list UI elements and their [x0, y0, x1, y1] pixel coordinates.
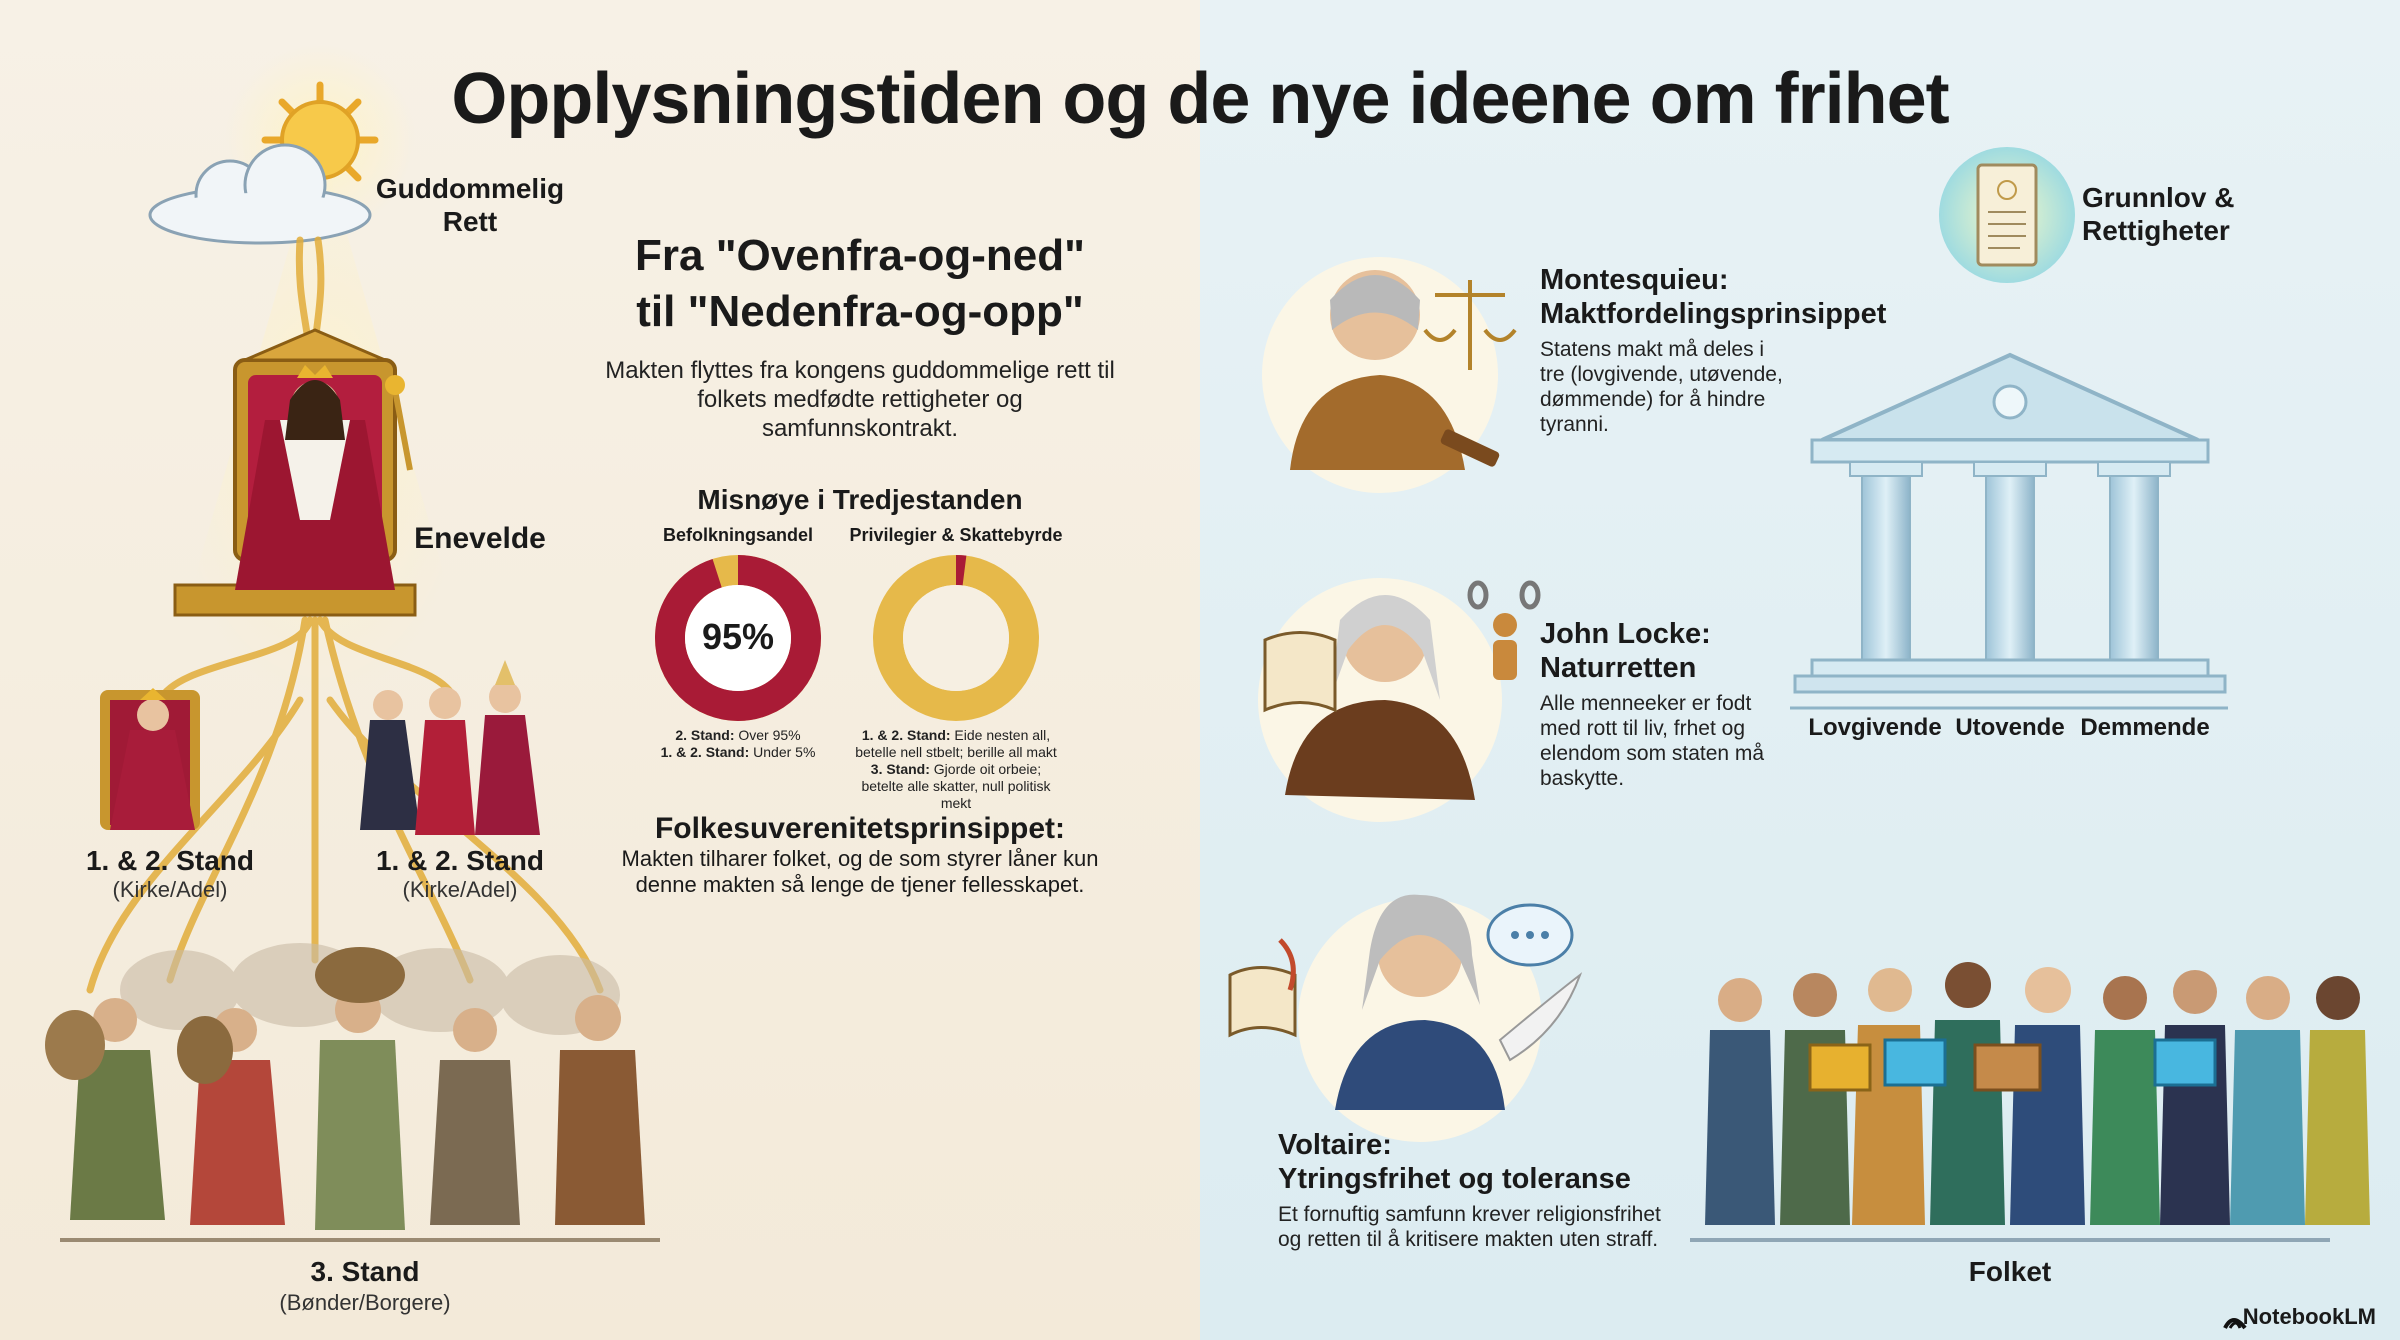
donut2-caption: 1. & 2. Stand: Eide nesten all, betelle nell stbelt; berille all makt 3. Stand: Gjorde oit orbeie; betelte alle skatter, null politisk mekt	[855, 727, 1057, 811]
constitution-document-icon	[1939, 147, 2075, 283]
speech-bubble-icon	[1488, 905, 1572, 965]
donut1-center-value: 95%	[701, 616, 775, 657]
voltaire-desc: Et fornuftig samfunn krever religionsfrihet og retten til å kritisere makten uten straff.	[1278, 1203, 1661, 1251]
sovereignty-text: Makten tilharer folket, og de som styrer låner kun denne makten så lenge de tjener fellesskapet.	[621, 846, 1099, 897]
donut1-caption: 2. Stand: Over 95% 1. & 2. Stand: Under 5%	[660, 727, 816, 760]
estate-right-label: 1. & 2. Stand	[375, 845, 545, 876]
voltaire-idea: Ytringsfrihet og toleranse	[1278, 1163, 1631, 1195]
locke-block	[1540, 617, 1800, 791]
donut2-title: Privilegier & Skattebyrde	[849, 525, 1063, 545]
john-locke-portrait	[1258, 578, 1538, 822]
people-crowd-illustration	[1690, 962, 2370, 1240]
locke-desc: Alle menneeker er fodt med rott til liv, frhet og elendom som staten må baskytte.	[1540, 692, 1765, 790]
estate-left-sub: (Kirke/Adel)	[112, 877, 228, 902]
donut1-title: Befolkningsandel	[662, 525, 814, 545]
page-title: Opplysningstiden og de nye ideene om frihet	[451, 59, 1949, 139]
noble-seated-illustration	[100, 688, 200, 830]
locke-idea: Naturretten	[1540, 652, 1697, 684]
people-label: Folket	[1968, 1256, 2052, 1287]
voltaire-name: Voltaire:	[1278, 1129, 1392, 1161]
third-estate-crowd-illustration	[45, 943, 660, 1240]
pillar-label-legislative: Lovgivende	[1808, 714, 1942, 741]
pillar-label-executive: Utovende	[1955, 714, 2065, 741]
pillar-label-judicial: Demmende	[2080, 714, 2210, 741]
pillar-executive	[1986, 475, 2034, 660]
privilege-tax-donut	[888, 570, 1024, 706]
montesquieu-name: Montesquieu:	[1540, 264, 1729, 296]
montesquieu-desc: Statens makt må deles i tre (lovgivende, utøvende, dømmende) for å hindre tyranni.	[1540, 338, 1783, 436]
montesquieu-portrait	[1262, 257, 1515, 493]
pillar-legislative	[1862, 475, 1910, 660]
absolutism-label: Enevelde	[414, 522, 546, 555]
freed-person-icon	[1493, 613, 1517, 680]
quill-book-icon	[1230, 940, 1295, 1035]
ballot-boxes-icon	[1810, 1040, 2215, 1090]
brand-label: NotebookLM	[2242, 1304, 2376, 1329]
sovereignty-heading: Folkesuverenitetsprinsippet:	[654, 812, 1066, 845]
montesquieu-idea: Maktfordelingsprinsippet	[1540, 298, 1887, 330]
voltaire-block	[1278, 1128, 1698, 1252]
divine-right-label: Guddommelig Rett	[375, 173, 565, 237]
estate-left-label: 1. & 2. Stand	[85, 845, 255, 876]
locke-name: John Locke:	[1540, 618, 1711, 650]
montesquieu-block	[1540, 263, 1900, 437]
third-estate-label: 3. Stand	[310, 1256, 420, 1287]
voltaire-portrait	[1230, 895, 1580, 1142]
third-estate-sub: (Bønder/Borgere)	[279, 1290, 451, 1315]
center-intro: Makten flyttes fra kongens guddommelige rett til folkets medfødte rettigheter og samfunnskontrakt.	[605, 357, 1115, 442]
broken-chains-icon	[1470, 583, 1538, 607]
center-heading: Fra "Ovenfra-og-ned" til "Nedenfra-og-opp"	[635, 231, 1085, 336]
donut-section-title: Misnøye i Tredjestanden	[697, 484, 1023, 515]
constitution-label: Grunnlov & Rettigheter	[2082, 182, 2235, 246]
pillar-judicial	[2110, 475, 2158, 660]
estate-right-sub: (Kirke/Adel)	[402, 877, 518, 902]
